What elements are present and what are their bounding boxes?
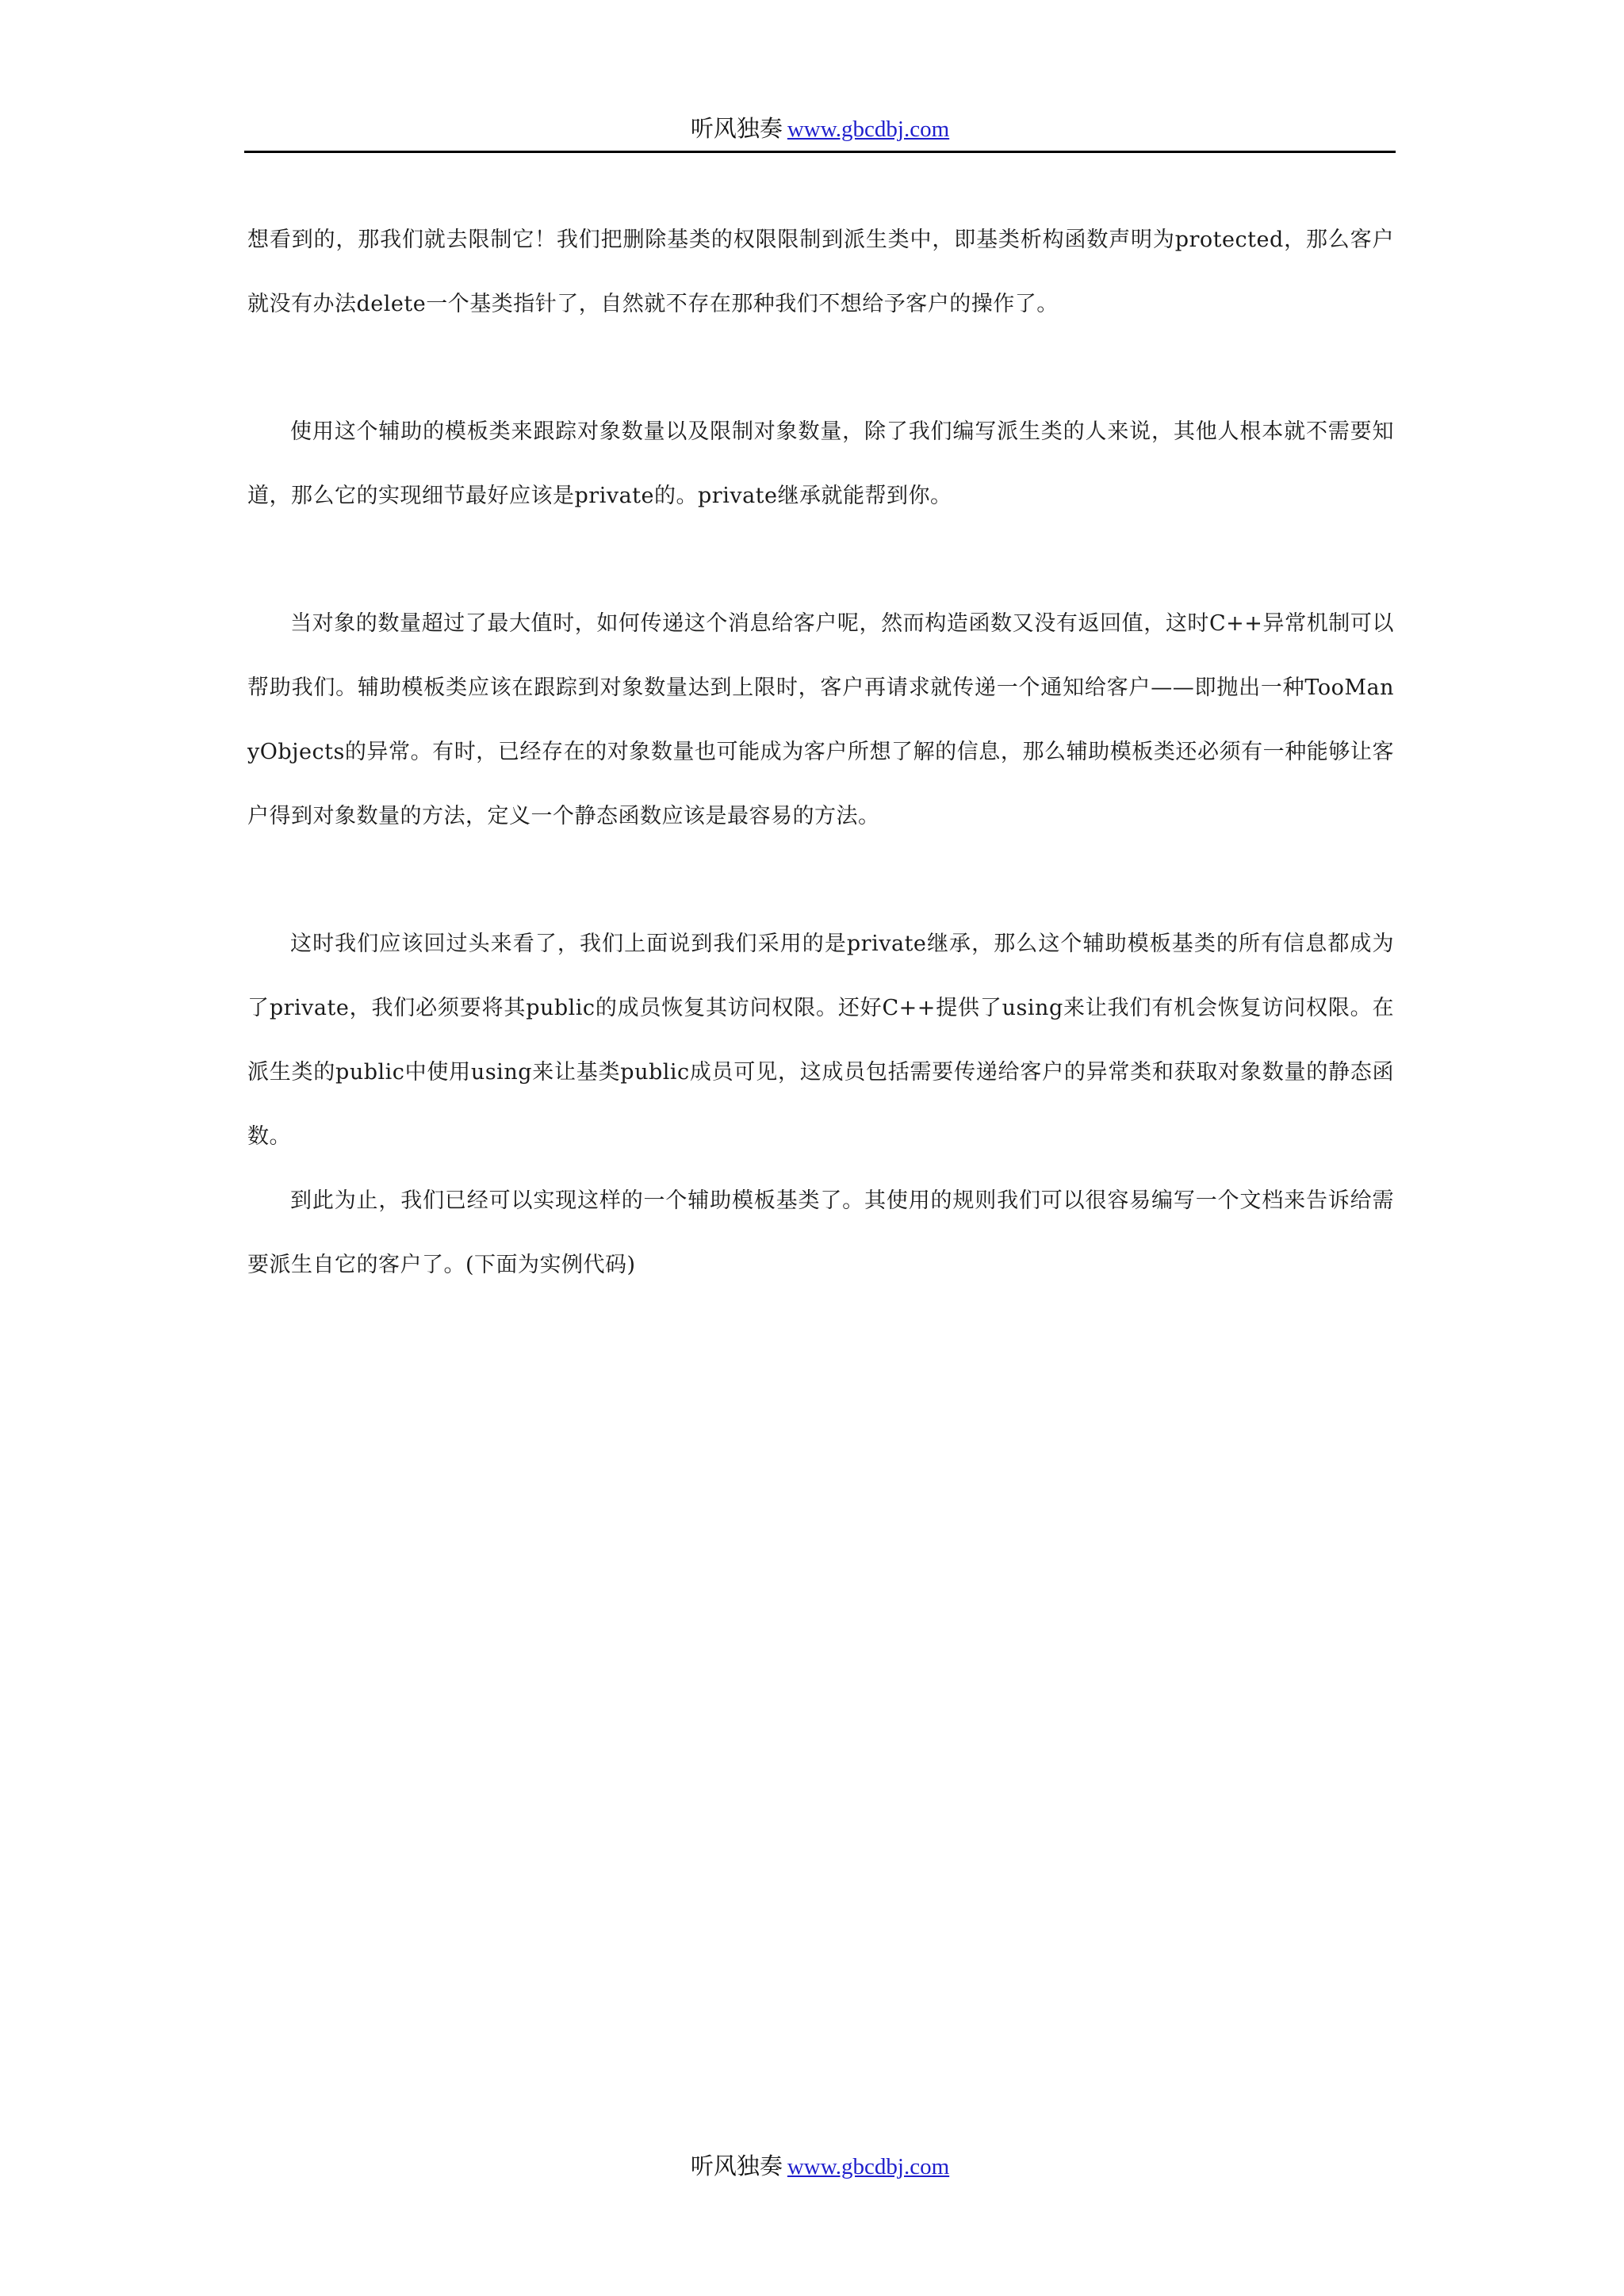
footer-brand: 听风独奏 [690,2152,783,2179]
paragraph-gap [247,528,1394,591]
paragraph-1: 想看到的，那我们就去限制它！我们把删除基类的权限限制到派生类中，即基类析构函数声明为protected，那么客户就没有办法delete一个基类指针了，自然就不存在那种我们不想给予客户的操作了。 [247,228,1394,316]
paragraph-2: 使用这个辅助的模板类来跟踪对象数量以及限制对象数量，除了我们编写派生类的人来说，其他人根本就不需要知道，那么它的实现细节最好应该是private的。private继承就能帮到你。 [247,419,1394,508]
paragraph-gap [247,848,1394,912]
header-brand: 听风独奏 [690,115,783,142]
footer-site-link[interactable]: www.gbcdbj.com [787,2154,950,2179]
header-divider [244,151,1396,153]
paragraph-4: 这时我们应该回过头来看了，我们上面说到我们采用的是private继承，那么这个辅助模板基类的所有信息都成为了private，我们必须要将其public的成员恢复其访问权限。还好C++提供了using来让我们有机会恢复访问权限。在派生类的public中使用using来让基类public成员可见，这成员包括需要传递给客户的异常类和获取对象数量的静态函数。 [247,932,1394,1149]
paragraph-3: 当对象的数量超过了最大值时，如何传递这个消息给客户呢，然而构造函数又没有返回值，这时C++异常机制可以帮助我们。辅助模板类应该在跟踪到对象数量达到上限时，客户再请求就传递一个通知给客户——即抛出一种TooManyObjects的异常。有时，已经存在的对象数量也可能成为客户所想了解的信息，那么辅助模板类还必须有一种能够让客户得到对象数量的方法，定义一个静态函数应该是最容易的方法。 [247,611,1394,828]
page-footer [244,2150,1396,2183]
paragraph-gap [247,336,1394,400]
page-header [244,113,1396,145]
paragraph-5: 到此为止，我们已经可以实现这样的一个辅助模板基类了。其使用的规则我们可以很容易编写一个文档来告诉给需要派生自它的客户了。(下面为实例代码) [247,1188,1394,1277]
document-body [247,208,1394,1297]
header-site-link[interactable]: www.gbcdbj.com [787,117,950,142]
